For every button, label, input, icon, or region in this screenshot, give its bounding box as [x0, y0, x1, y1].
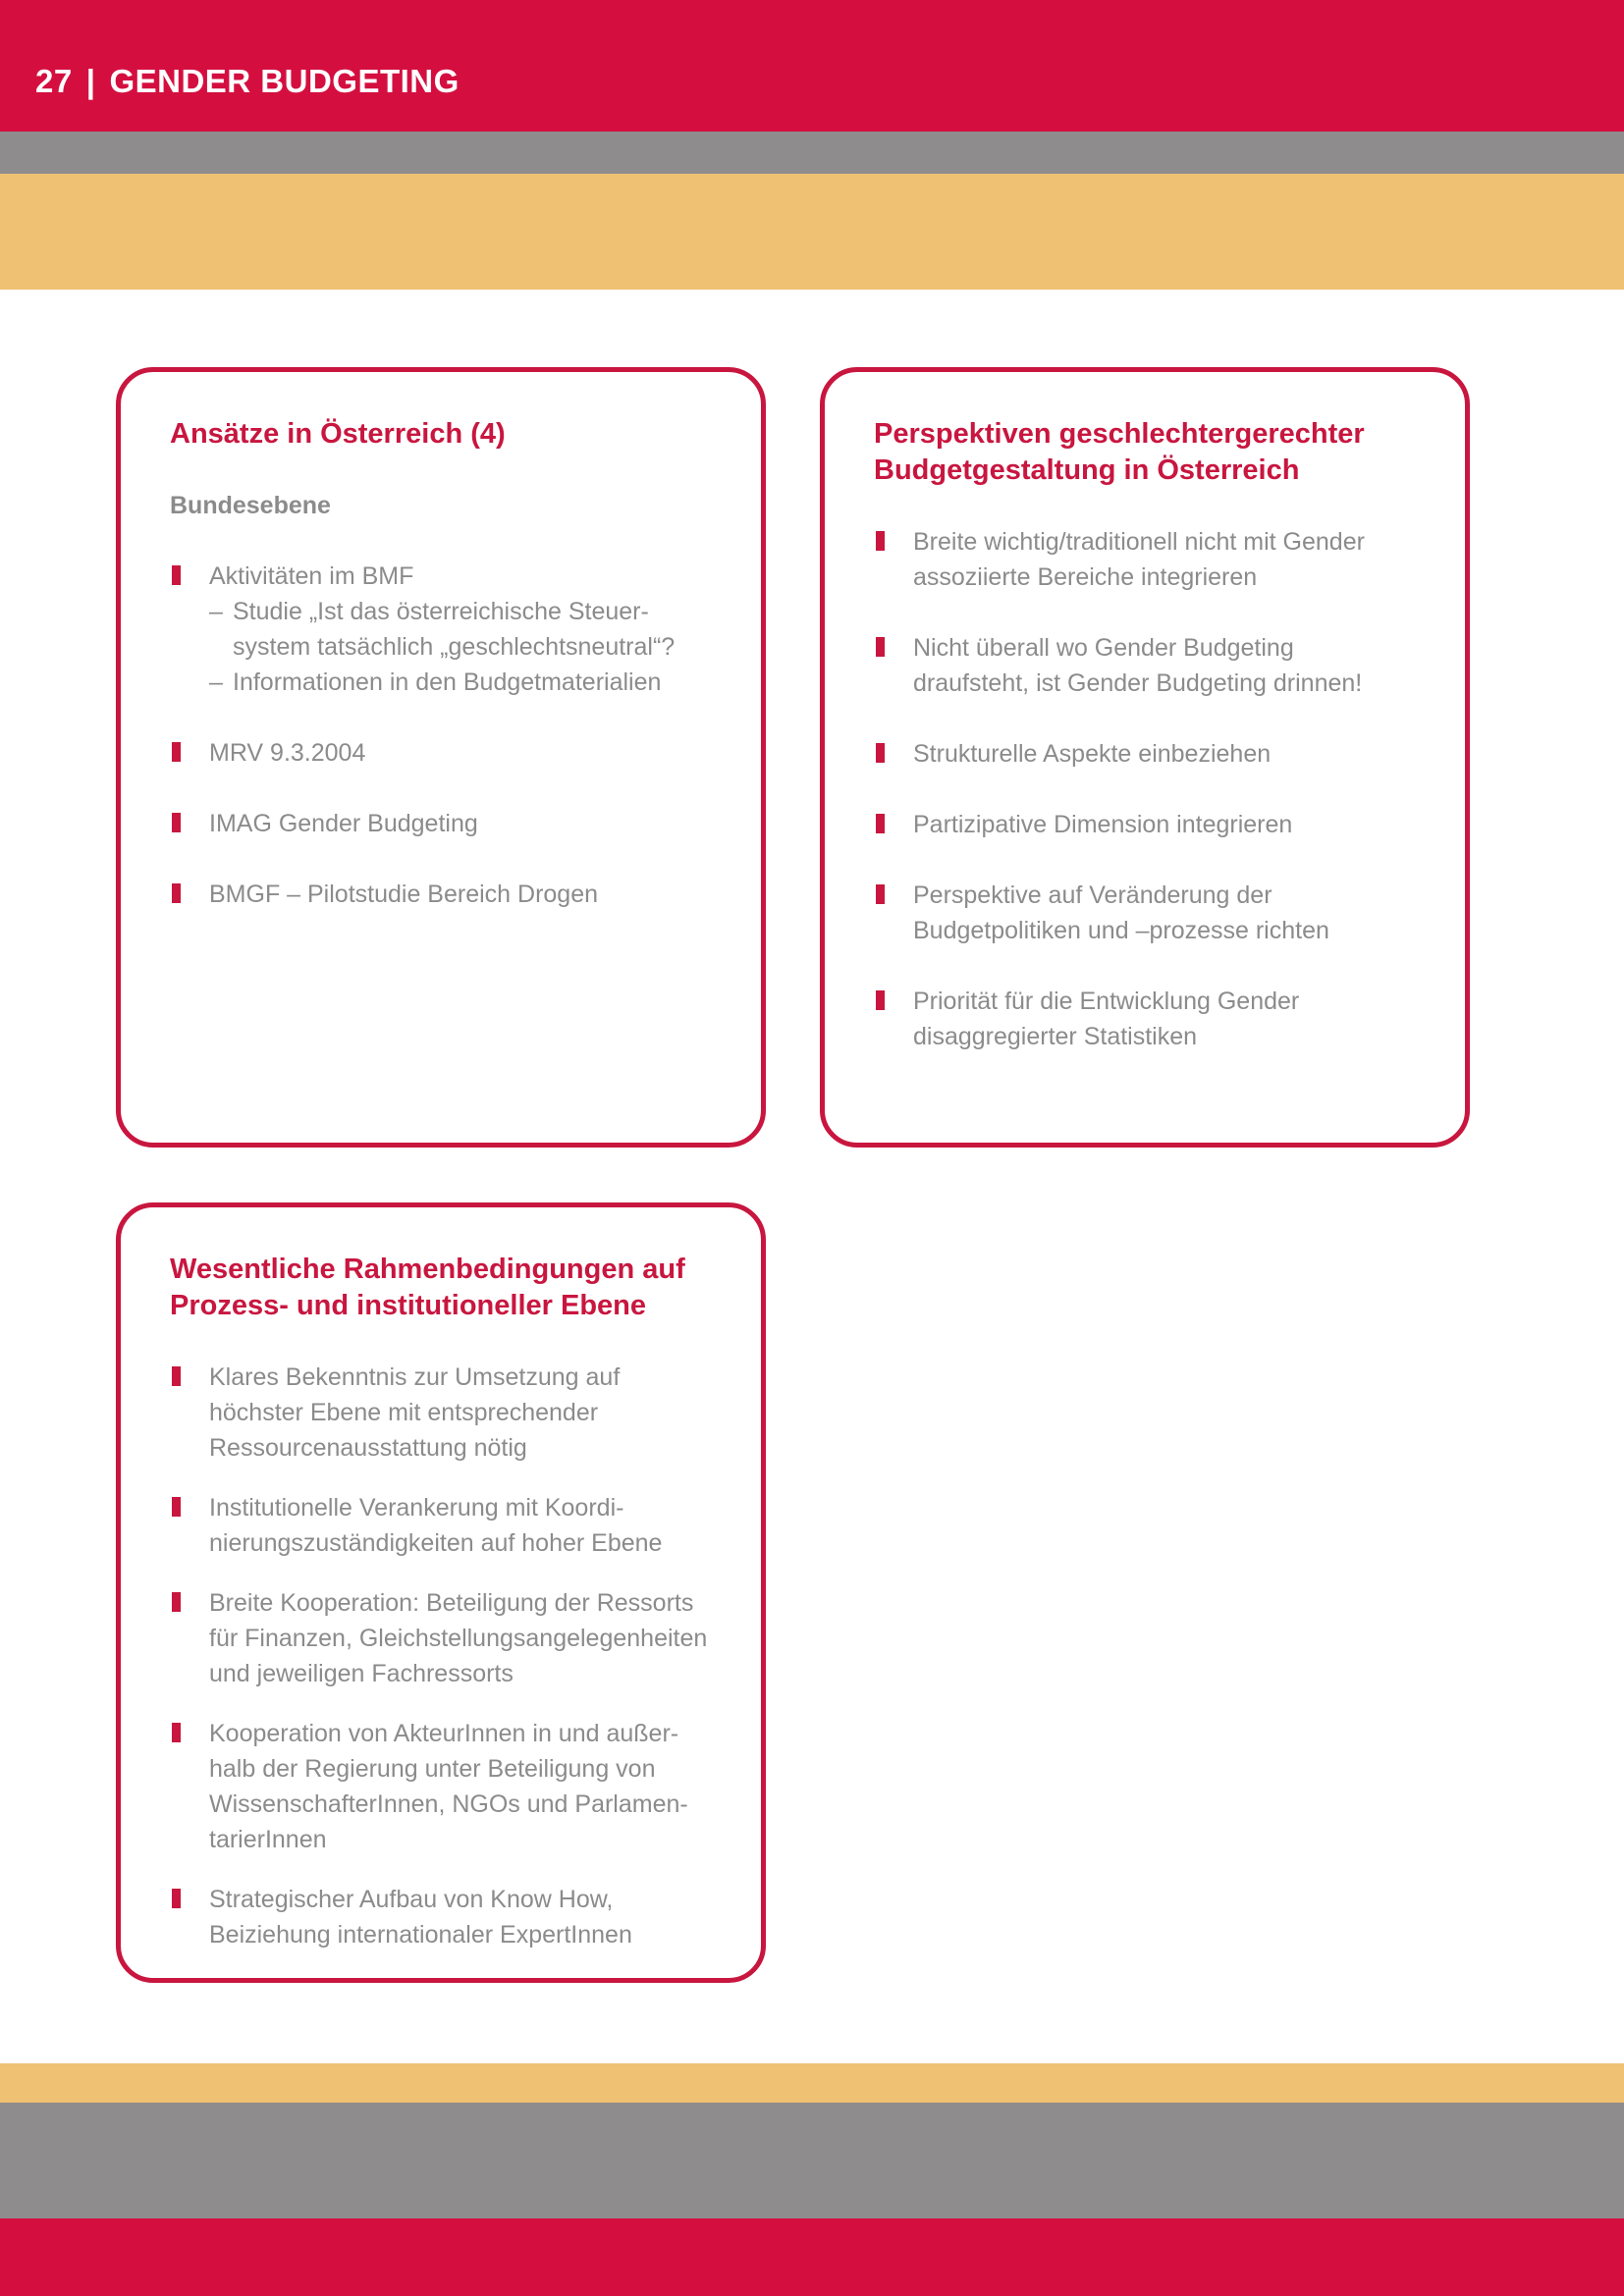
- card-perspectives: [820, 367, 1470, 1148]
- list-item-text: Strategischer Aufbau von Know How, Beiziehung internationaler ExpertInnen: [209, 1886, 632, 1949]
- list-item-text: BMGF – Pilotstudie Bereich Drogen: [209, 881, 599, 908]
- bullet-list: [874, 524, 1416, 1054]
- card-subheading: Bundesebene: [170, 492, 331, 519]
- sub-list: [209, 594, 712, 700]
- footer-yellow-stripe: [0, 2063, 1624, 2103]
- bullet-marker: [172, 1366, 181, 1386]
- list-item: [170, 1716, 712, 1857]
- bullet-marker: [172, 1497, 181, 1517]
- list-item: [874, 524, 1416, 595]
- bullet-marker: [172, 883, 181, 903]
- header-separator: |: [85, 63, 96, 99]
- list-item-text: Nicht überall wo Gender Budgeting draufsteht, ist Gender Budgeting drinnen!: [913, 634, 1363, 697]
- list-item-text: Perspektive auf Veränderung der Budgetpolitiken und –prozesse richten: [913, 881, 1329, 944]
- list-item: [170, 1882, 712, 1952]
- list-item-text: Klares Bekenntnis zur Umsetzung auf höchster Ebene mit entsprechender Ressourcenausstattung nötig: [209, 1363, 621, 1462]
- list-item: [874, 736, 1416, 772]
- list-item: [874, 807, 1416, 842]
- list-item-text: MRV 9.3.2004: [209, 739, 366, 767]
- list-item: [170, 1360, 712, 1466]
- header-band: [0, 0, 1624, 132]
- bullet-marker: [172, 1723, 181, 1742]
- bullet-marker: [876, 743, 885, 763]
- list-item: [170, 877, 712, 912]
- card-framework-conditions: [116, 1202, 766, 1983]
- card-title: Perspektiven geschlechtergerechter Budgetgestaltung in Österreich: [874, 418, 1365, 486]
- list-item-text: Partizipative Dimension integrieren: [913, 811, 1293, 838]
- bullet-marker: [172, 565, 181, 585]
- dash-marker: –: [209, 598, 223, 625]
- bullet-marker: [876, 637, 885, 657]
- list-item: [874, 878, 1416, 948]
- bullet-marker: [172, 742, 181, 762]
- list-item-text: IMAG Gender Budgeting: [209, 810, 478, 837]
- sub-list-item: [209, 594, 712, 665]
- page-number: 27: [35, 63, 73, 99]
- bullet-list: [170, 559, 712, 912]
- list-item: [170, 1585, 712, 1691]
- bullet-marker: [876, 990, 885, 1010]
- list-item: [170, 1490, 712, 1561]
- bullet-marker: [876, 814, 885, 833]
- list-item-text: Breite wichtig/traditionell nicht mit Gender assoziierte Bereiche integrieren: [913, 528, 1365, 591]
- bullet-marker: [172, 1889, 181, 1908]
- list-item: [170, 559, 712, 700]
- list-item: [874, 984, 1416, 1054]
- list-item-text: Strukturelle Aspekte einbeziehen: [913, 740, 1272, 768]
- list-item-text: Breite Kooperation: Beteiligung der Ressorts für Finanzen, Gleichstellungsangelegenheiten und jeweiligen Fachressorts: [209, 1589, 708, 1687]
- list-item-text: Priorität für die Entwicklung Gender disaggregierter Statistiken: [913, 988, 1300, 1050]
- bullet-marker: [172, 813, 181, 832]
- list-item: [170, 806, 712, 841]
- header-gray-stripe: [0, 132, 1624, 174]
- author-band: [0, 174, 1624, 290]
- card-title: Ansätze in Österreich (4): [170, 418, 506, 450]
- footer-red-band: [0, 2218, 1624, 2296]
- sub-list-item-text: Studie „Ist das österreichische Steuer-system tatsächlich „geschlechtsneutral“?: [233, 598, 676, 661]
- bullet-marker: [876, 884, 885, 904]
- bullet-list: [170, 1360, 712, 1952]
- list-item-text: Aktivitäten im BMF: [209, 562, 414, 590]
- list-item-text: Kooperation von AkteurInnen in und außer-halb der Regierung unter Beteiligung von WissenschafterInnen, NGOs und Parlamen-tarierInnen: [209, 1720, 688, 1853]
- bullet-marker: [876, 531, 885, 551]
- list-item: [170, 735, 712, 771]
- section-title: GENDER BUDGETING: [109, 63, 460, 99]
- sub-list-item: [209, 665, 712, 700]
- footer-gray-band: [0, 2103, 1624, 2218]
- bullet-marker: [172, 1592, 181, 1612]
- card-title: Wesentliche Rahmenbedingungen auf Prozess- und institutioneller Ebene: [170, 1254, 685, 1321]
- sub-list-item-text: Informationen in den Budgetmaterialien: [233, 668, 662, 696]
- page-header: [35, 63, 460, 100]
- dash-marker: –: [209, 668, 223, 696]
- list-item: [874, 630, 1416, 701]
- list-item-text: Institutionelle Verankerung mit Koordi-nierungszuständigkeiten auf hoher Ebene: [209, 1494, 663, 1557]
- card-approaches-austria: [116, 367, 766, 1148]
